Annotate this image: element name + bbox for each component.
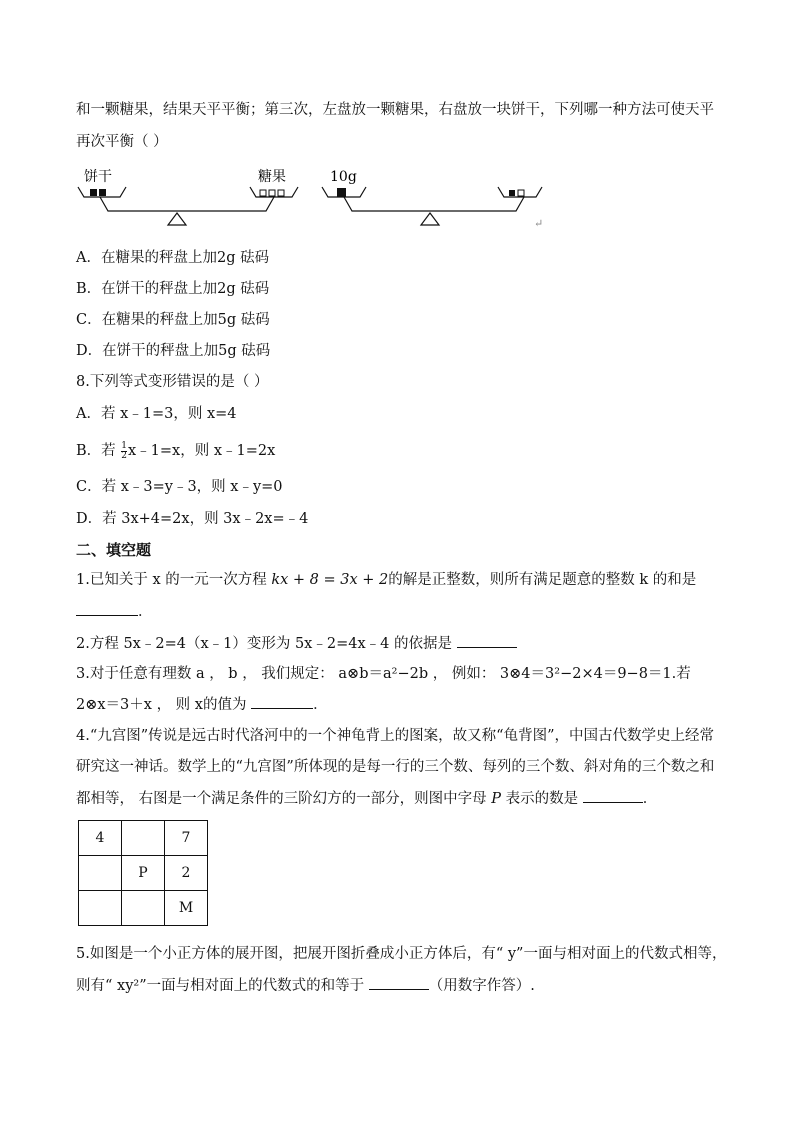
q3-line2-text: 2⊗x＝3＋x ， 则 x的值为 <box>76 697 252 713</box>
magic-square-cell: M <box>165 891 208 926</box>
q5-line2-suffix: （用数字作答）. <box>428 978 535 994</box>
q1-prefix: 1.已知关于 x 的一元一次方程 <box>76 572 272 588</box>
answer-blank[interactable] <box>251 694 313 709</box>
q4-line3-suffix: 表示的数是 <box>500 791 583 807</box>
q7-option-d: D．在饼干的秤盘上加5g 砝码 <box>76 343 271 359</box>
q8-option-d: D．若 3x+4=2x，则 3x﹣2x=﹣4 <box>76 511 309 527</box>
fill-q4-line2: 研究这一神话。数学上的“九宫图”所体现的是每一行的三个数、每列的三个数、斜对角的三个数之和 <box>76 759 715 775</box>
magic-square-cell: P <box>122 856 165 891</box>
fill-q2 <box>76 633 517 654</box>
fill-q1-line1 <box>76 570 696 590</box>
answer-blank[interactable] <box>369 975 429 990</box>
magic-square-cell <box>122 821 165 856</box>
weight-label: 10g <box>330 169 357 185</box>
magic-square-cell: 4 <box>79 821 122 856</box>
balance-figure <box>70 165 630 235</box>
intro-line-2: 再次平衡（ ） <box>76 134 168 150</box>
q7-option-a: A．在糖果的秤盘上加2g 砝码 <box>76 250 270 266</box>
fill-q5-line2 <box>76 975 535 996</box>
magic-square <box>78 820 208 926</box>
q1-suffix: 的解是正整数，则所有满足题意的整数 k 的和是 <box>388 572 697 588</box>
q3-end: ． <box>313 697 328 713</box>
cookie-label: 饼干 <box>84 169 112 185</box>
balance-left <box>78 168 298 225</box>
fill-q3-line1: 3.对于任意有理数 a ， b ， 我们规定： a⊗b＝a²−2b ， 例如： 3⊗4＝3²−2×4＝9−8＝1.若 <box>76 666 691 682</box>
q8-b-suffix: x﹣1=x，则 x﹣1=2x <box>128 443 276 459</box>
q8-b-prefix: B．若 <box>76 443 121 459</box>
magic-square-cell <box>79 856 122 891</box>
q1-end: ． <box>138 604 153 620</box>
q7-option-c: C．在糖果的秤盘上加5g 砝码 <box>76 312 270 328</box>
answer-blank[interactable] <box>457 633 517 648</box>
intro-line-1: 和一颗糖果，结果天平平衡；第三次，左盘放一颗糖果，右盘放一块饼干，下列哪一种方法可使天平 <box>76 102 714 118</box>
fraction-denominator: 2 <box>121 450 127 461</box>
fill-q4-line1: 4.“九宫图”传说是远古时代洛河中的一个神龟背上的图案，故又称“龟背图”，中国古代数学史上经常 <box>76 728 714 744</box>
q1-equation: kx + 8 = 3x + 2 <box>271 572 389 588</box>
q8-option-a: A．若 x﹣1=3，则 x=4 <box>76 406 237 422</box>
candy-label: 糖果 <box>258 169 286 185</box>
fill-q1-line2 <box>76 601 153 622</box>
fill-q3-line2 <box>76 694 328 715</box>
fill-q5-line1: 5.如图是一个小正方体的展开图，把展开图折叠成小正方体后，有“ y”一面与相对面上的代数式相等， <box>76 946 727 962</box>
section-title: 二、填空题 <box>76 541 152 559</box>
balance-right <box>322 169 543 230</box>
q5-line2-prefix: 则有“ xy²”一面与相对面上的代数式的和等于 <box>76 978 369 994</box>
q2-text: 2.方程 5x﹣2=4（x﹣1）变形为 5x﹣2=4x﹣4 的依据是 <box>76 636 457 652</box>
q7-option-b: B．在饼干的秤盘上加2g 砝码 <box>76 281 270 297</box>
magic-square-cell: 7 <box>165 821 208 856</box>
fraction-numerator: 1 <box>121 440 127 451</box>
magic-square-row <box>79 821 208 856</box>
magic-square-row <box>79 891 208 926</box>
answer-blank[interactable] <box>76 601 138 616</box>
magic-square-row <box>79 856 208 891</box>
magic-square-cell <box>122 891 165 926</box>
magic-square-cell <box>79 891 122 926</box>
q4-variable: P <box>491 791 501 807</box>
q4-end: ． <box>642 791 658 807</box>
q8-option-b <box>76 441 275 461</box>
magic-square-cell: 2 <box>165 856 208 891</box>
answer-blank[interactable] <box>583 788 643 803</box>
fraction-one-half <box>121 442 127 461</box>
q4-line3-prefix: 都相等， 右图是一个满足条件的三阶幻方的一部分，则图中字母 <box>76 791 492 807</box>
q8-stem: 8.下列等式变形错误的是（ ） <box>76 374 269 390</box>
return-mark: ↵ <box>534 217 544 230</box>
fill-q4-line3 <box>76 788 657 809</box>
q8-option-c: C．若 x﹣3=y﹣3，则 x﹣y=0 <box>76 479 283 495</box>
